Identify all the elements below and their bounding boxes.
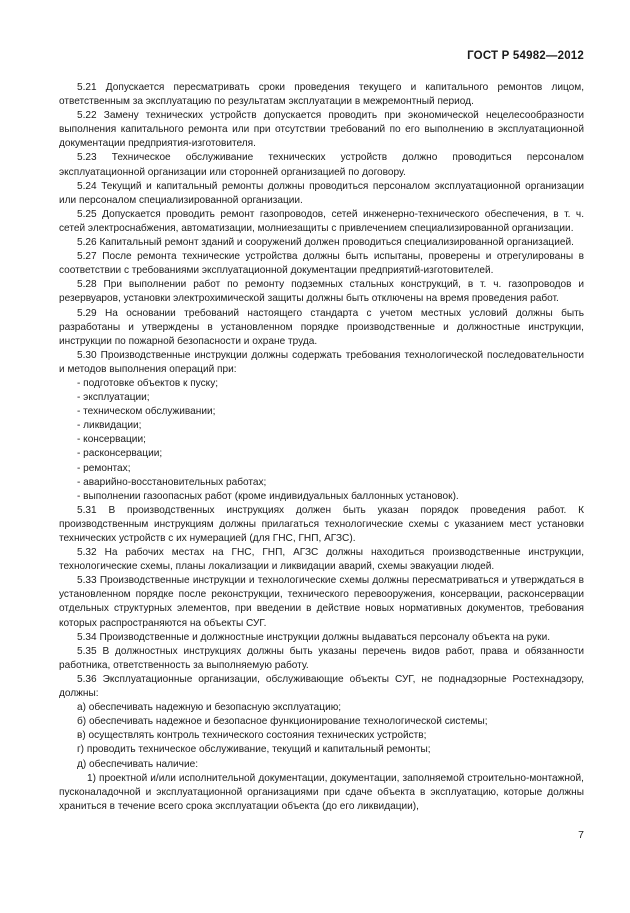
list-item: - расконсервации; [77, 448, 163, 460]
document-header: ГОСТ Р 54982—2012 [467, 50, 584, 62]
clause-5-25: 5.25 Допускается проводить ремонт газопроводов, сетей инженерно-технического обеспечения, в т. ч. сетей электроснабжения, автоматизации, молниезащиты с привлечением специализированной организации. [59, 208, 584, 234]
list-item: - эксплуатации; [77, 392, 150, 404]
list-item: - подготовке объектов к пуску; [77, 377, 219, 389]
clause-5-23: 5.23 Техническое обслуживание технических устройств должно проводиться персоналом эксплуатационной организации или сторонней организацией по договору. [59, 152, 584, 178]
clause-5-24: 5.24 Текущий и капитальный ремонты должны проводиться персоналом эксплуатационной организации или персоналом специализированной организации. [59, 180, 584, 206]
list-item: д) обеспечивать наличие: [77, 758, 198, 770]
list-item: г) проводить техническое обслуживание, текущий и капитальный ремонты; [77, 744, 431, 756]
list-item: - выполнении газоопасных работ (кроме индивидуальных баллонных установок). [77, 490, 459, 502]
clause-5-35: 5.35 В должностных инструкциях должны быть указаны перечень видов работ, права и обязанности работника, ответственность за выполняемую работу. [59, 645, 584, 671]
clause-5-33: 5.33 Производственные инструкции и технологические схемы должны пересматриваться и утверждаться в установленном порядке после реконструкции, технического перевооружения, консервации, расконсервации отдельных структурных элементов, при введении в действие новых нормативных документов, требования которых распространяются на объекты СУГ. [59, 575, 584, 629]
clause-5-21: 5.21 Допускается пересматривать сроки проведения текущего и капитального ремонтов лицом, ответственным за эксплуатацию по результатам эксплуатации в межремонтный период. [59, 82, 584, 108]
page-number: 7 [578, 829, 584, 841]
clause-5-36-d-1: 1) проектной и/или исполнительной документации, документации, заполняемой строительно-монтажной, пусконаладочной и эксплуатационной организациями при сдаче объекта в эксплуатацию, которые должны храниться в течение всего срока эксплуатации объекта (до его ликвидации), [59, 772, 584, 812]
list-item: - консервации; [77, 434, 146, 446]
list-item: а) обеспечивать надежную и безопасную эксплуатацию; [77, 702, 342, 714]
list-item: - ликвидации; [77, 420, 142, 432]
clause-5-29: 5.29 На основании требований настоящего стандарта с учетом местных условий должны быть разработаны и утверждены в установленном порядке производственные и должностные инструкции, инструкции по пожарной безопасности и охране труда. [59, 307, 584, 347]
list-item: - аварийно-восстановительных работах; [77, 476, 267, 488]
list-item: в) осуществлять контроль технического состояния технических устройств; [77, 730, 427, 742]
clause-5-28: 5.28 При выполнении работ по ремонту подземных стальных конструкций, в т. ч. газопроводов и резервуаров, установки электрохимической защиты должны быть отключены на время проведения работ. [59, 279, 584, 305]
clause-5-32: 5.32 На рабочих местах на ГНС, ГНП, АГЗС должны находиться производственные инструкции, технологические схемы, планы локализации и ликвидации аварий, схемы эвакуации людей. [59, 547, 584, 573]
clause-5-27: 5.27 После ремонта технические устройства должны быть испытаны, проверены и отрегулированы в соответствии с требованиями эксплуатационной документации предприятий-изготовителей. [59, 251, 584, 277]
clause-5-22: 5.22 Замену технических устройств допускается проводить при экономической нецелесообразности выполнения капитального ремонта или при отсутствии требований по его выполнению в эксплуатационной документации предприятия-изготовителя. [59, 110, 584, 150]
clause-5-26: 5.26 Капитальный ремонт зданий и сооружений должен проводиться специализированной организацией. [77, 237, 574, 249]
list-item: б) обеспечивать надежное и безопасное функционирование технологической системы; [77, 716, 488, 728]
list-item: - техническом обслуживании; [77, 406, 216, 418]
clause-5-36: 5.36 Эксплуатационные организации, обслуживающие объекты СУГ, не поднадзорные Ростехнадзору, должны: [59, 673, 584, 700]
document-body [59, 81, 584, 814]
clause-5-30: 5.30 Производственные инструкции должны содержать требования технологической последовательности и методов выполнения операций при: [59, 349, 584, 375]
clause-5-34: 5.34 Производственные и должностные инструкции должны выдаваться персоналу объекта на руки. [77, 631, 551, 643]
list-item: - ремонтах; [77, 462, 131, 474]
clause-5-31: 5.31 В производственных инструкциях должен быть указан порядок проведения работ. К производственным инструкциям должны прилагаться технологические схемы с указанием мест установки технических устройств с их нумерацией (для ГНС, ГНП, АГЗС). [59, 504, 584, 544]
